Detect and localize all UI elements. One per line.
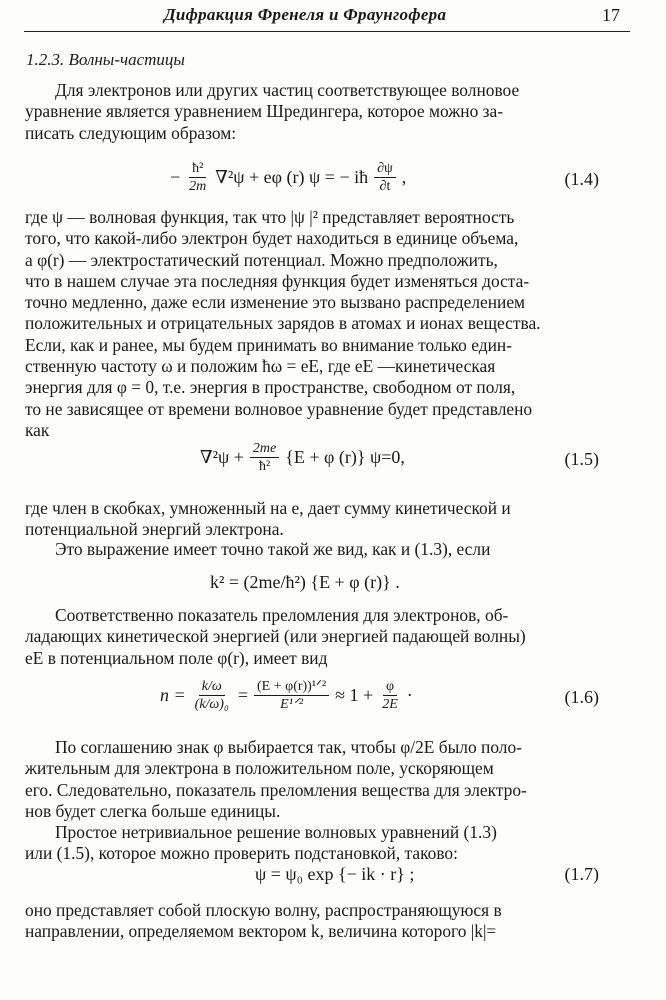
text-line: Для электронов или других частиц соответствующее волновое <box>55 80 520 100</box>
text-line: Соответственно показатель преломления для электронов, об- <box>55 605 509 625</box>
fraction-denominator: (k/ω)₀ <box>194 697 229 712</box>
text-line: Простое нетривиальное решение волновых уравнений (1.3) <box>55 822 497 842</box>
text-line: eE в потенциальном поле φ(r), имеет вид <box>25 647 328 668</box>
eq-minus: − <box>170 167 181 187</box>
text-line: ственную частоту ω и положим ħω = eE, где eE —кинетическая <box>25 356 496 377</box>
fraction-2me-hbar2 <box>250 440 279 475</box>
header-title: Дифракция Френеля и Фраунгофера <box>164 5 447 24</box>
eq-body: ∇²ψ + <box>200 447 244 467</box>
fraction-numerator: (E + φ(r))¹ᐟ² <box>254 678 329 696</box>
text-line: где ψ — волновая функция, так что |ψ |² представляет вероятность <box>25 207 515 227</box>
eq-comma: , <box>401 167 407 187</box>
paragraph-same-form <box>25 539 601 560</box>
fraction-numerator: 2me <box>250 440 279 458</box>
text-line: как <box>25 419 50 440</box>
text-line: Это выражение имеет точно такой же вид, как и (1.3), если <box>55 539 491 559</box>
fraction-denominator: 2m <box>189 179 207 194</box>
paragraph-plane-wave <box>25 900 601 943</box>
fraction-numerator: φ <box>383 678 397 696</box>
text-line: его. Следовательно, показатель преломления вещества для электро- <box>25 779 527 800</box>
text-line: или (1.5), которое можно проверить подстановкой, таково: <box>25 843 458 864</box>
fraction-denominator: ∂t <box>379 179 391 194</box>
paragraph-wavefunction <box>25 207 601 441</box>
fraction-denominator: E¹ᐟ² <box>280 697 304 712</box>
paragraph-sign-convention <box>25 737 601 822</box>
equation-1-4 <box>25 160 605 200</box>
equation-number: (1.7) <box>564 864 599 884</box>
fraction-numerator: ∂ψ <box>374 160 396 178</box>
eq-body: ∇²ψ + eφ (r) ψ = − iħ <box>215 167 369 187</box>
eq-body: ψ = ψ₀ exp {− ik · r} ; <box>255 864 415 884</box>
fraction-k-omega <box>192 678 232 713</box>
text-line: уравнение является уравнением Шредингера, которое можно за- <box>25 101 504 122</box>
fraction-hbar-2m <box>186 160 209 195</box>
paragraph-intro <box>25 80 601 144</box>
eq-body: = <box>237 685 248 705</box>
eq-body: n = <box>160 685 186 705</box>
eq-body: ≈ 1 + <box>335 685 374 705</box>
text-line: оно представляет собой плоскую волну, распространяющуюся в <box>25 900 502 920</box>
text-line: а φ(r) — электростатический потенциал. Можно предположить, <box>25 249 498 270</box>
paragraph-bracket-term <box>25 498 601 541</box>
text-line: направлении, определяемом вектором k, величина которого |k|= <box>25 921 497 942</box>
equation-1-6 <box>25 676 605 722</box>
equation-number: (1.5) <box>564 449 599 469</box>
text-line: положительных и отрицательных зарядов в атомах и ионах вещества. <box>25 313 541 334</box>
running-header <box>24 0 630 32</box>
text-line: потенциальной энергий электрона. <box>25 519 284 540</box>
fraction-numerator: k/ω <box>199 678 225 696</box>
page-number: 17 <box>602 5 620 25</box>
eq-body: {E + φ (r)} ψ=0, <box>285 447 405 467</box>
equation-1-7 <box>25 860 605 900</box>
text-line: энергия для φ = 0, т.е. энергия в пространстве, свободном от поля, <box>25 377 516 398</box>
text-line: того, что какой-либо электрон будет находиться в единице объема, <box>25 228 519 249</box>
fraction-dpsi-dt <box>374 160 396 195</box>
fraction-denominator: ħ² <box>258 459 271 474</box>
equation-k-squared <box>25 570 605 610</box>
paragraph-refractive-index <box>25 605 601 669</box>
text-line: По соглашению знак φ выбирается так, чтобы φ/2E было поло- <box>55 737 522 757</box>
fraction-phi-2e <box>379 678 401 713</box>
fraction-energy-ratio <box>254 678 329 713</box>
equation-1-5 <box>25 440 605 480</box>
paragraph-simple-solution <box>25 822 601 865</box>
text-line: Если, как и ранее, мы будем принимать во внимание только един- <box>25 334 512 355</box>
section-title: 1.2.3. Волны-частицы <box>26 50 185 69</box>
equation-number: (1.4) <box>564 169 599 189</box>
eq-dot: · <box>406 685 413 705</box>
fraction-numerator: ħ² <box>189 160 206 178</box>
text-line: ладающих кинетической энергией (или энергией падающей волны) <box>25 626 526 647</box>
eq-body: k² = (2me/ħ²) {E + φ (r)} . <box>210 572 400 592</box>
fraction-denominator: 2E <box>382 697 398 712</box>
text-line: то не зависящее от времени волновое уравнение будет представлено <box>25 398 533 419</box>
text-line: что в нашем случае эта последняя функция будет изменяться доста- <box>25 270 530 291</box>
text-line: жительным для электрона в положительном поле, ускоряющем <box>25 758 494 779</box>
text-line: писать следующим образом: <box>25 122 237 143</box>
equation-number: (1.6) <box>564 687 599 707</box>
text-line: точно медленно, даже если изменение это вызвано распределением <box>25 292 526 313</box>
text-line: где член в скобках, умноженный на e, дает сумму кинетической и <box>25 498 511 518</box>
text-line: нов будет слегка больше единицы. <box>25 800 281 821</box>
